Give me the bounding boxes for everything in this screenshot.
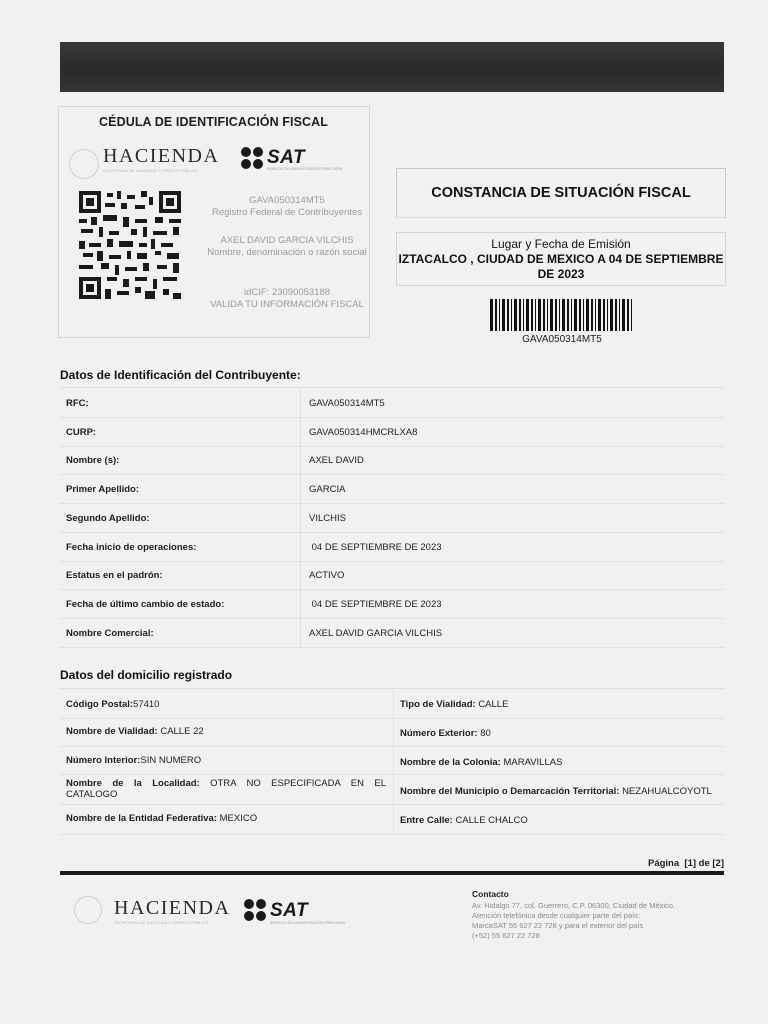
page-bar	[60, 871, 724, 875]
constancia-title: CONSTANCIA DE SITUACIÓN FISCAL	[396, 168, 726, 218]
divider	[60, 774, 724, 775]
row-value: 04 DE SEPTIEMBRE DE 2023	[309, 541, 442, 553]
cedula-title: CÉDULA DE IDENTIFICACIÓN FISCAL	[99, 115, 329, 129]
colonia-field: Nombre de la Colonia: MARAVILLAS	[400, 757, 563, 768]
divider	[60, 718, 724, 719]
hacienda-seal-icon	[69, 149, 99, 179]
page-number: Página [1] de [2]	[647, 858, 724, 869]
row-label: Primer Apellido:	[66, 484, 140, 496]
hacienda-logo: HACIENDA	[103, 145, 220, 167]
hacienda-logo-subtitle: SECRETARÍA DE HACIENDA Y CRÉDITO PÚBLICO	[103, 169, 198, 173]
cedula-card	[58, 106, 370, 338]
hacienda-seal-icon	[74, 896, 102, 924]
column-divider	[393, 690, 394, 834]
emission-value: IZTACALCO , CIUDAD DE MEXICO A 04 DE SEPTIEMBRE DE 2023	[398, 252, 724, 281]
row-value: GAVA050314MT5	[309, 398, 385, 409]
contacto-line: MarcaSAT 55 627 22 728 y para el exterior del país	[472, 921, 644, 930]
entidad-field: Nombre de la Entidad Federativa: MEXICO	[66, 813, 258, 824]
column-divider	[300, 590, 301, 618]
table-row	[60, 446, 724, 475]
codigo-postal-field: Código Postal:57410	[66, 699, 160, 710]
column-divider	[300, 389, 301, 417]
column-divider	[300, 533, 301, 561]
row-value: 04 DE SEPTIEMBRE DE 2023	[309, 598, 442, 610]
divider	[60, 834, 724, 835]
divider	[60, 688, 724, 689]
row-label: Fecha de último cambio de estado:	[66, 598, 225, 610]
cedula-name: AXEL DAVID GARCIA VILCHIS	[220, 235, 354, 246]
table-row	[60, 504, 724, 533]
table-row	[60, 475, 724, 504]
cedula-valida: VALIDA TU INFORMACIÓN FISCAL	[210, 298, 364, 310]
sat-logo-icon	[244, 899, 266, 921]
row-label: Fecha inicio de operaciones:	[66, 541, 197, 553]
row-label: Estatus en el padrón:	[66, 570, 163, 582]
table-row	[60, 418, 724, 447]
qr-code-icon	[79, 191, 181, 299]
column-divider	[300, 418, 301, 446]
table-row	[60, 590, 724, 619]
municipio-field: Nombre del Municipio o Demarcación Territorial: NEZAHUALCOYOTL	[400, 786, 712, 797]
sat-logo: SAT	[267, 147, 306, 168]
nombre-vialidad-field: Nombre de Vialidad: CALLE 22	[66, 726, 204, 737]
row-label: CURP:	[66, 426, 97, 438]
row-label: Nombre (s):	[66, 455, 120, 467]
row-value: AXEL DAVID GARCIA VILCHIS	[309, 627, 443, 639]
divider	[60, 804, 724, 805]
row-label: RFC:	[66, 398, 89, 409]
localidad-field: Nombre de la Localidad: OTRA NO ESPECIFICADA EN EL CATALOGO	[66, 778, 386, 800]
table-row	[60, 533, 724, 562]
identificacion-title: Datos de Identificación del Contribuyente:	[60, 368, 301, 382]
header-bar	[60, 42, 724, 92]
contacto-line: Atención telefónica desde cualquier parte del país:	[472, 911, 641, 920]
sat-logo-subtitle: SERVICIO DE ADMINISTRACIÓN TRIBUTARIA	[267, 167, 343, 171]
row-value: GAVA050314HMCRLXA8	[309, 426, 418, 438]
emission-label: Lugar y Fecha de Emisión	[491, 237, 631, 251]
contacto-line: Av. Hidalgo 77, col. Guerrero, C.P. 06300, Ciudad de México.	[472, 901, 676, 910]
contacto-line: (+52) 55 627 22 728	[472, 931, 540, 940]
column-divider	[300, 619, 301, 647]
table-row	[60, 619, 724, 648]
row-value: VILCHIS	[309, 512, 346, 524]
table-row	[60, 561, 724, 590]
cedula-rfc-label: Registro Federal de Contribuyentes	[212, 206, 362, 218]
footer-hacienda-logo: HACIENDA	[114, 897, 231, 919]
footer-hacienda-subtitle: SECRETARÍA DE HACIENDA Y CRÉDITO PÚBLICO	[114, 921, 209, 925]
divider	[60, 746, 724, 747]
cedula-name-label: Nombre, denominación o razón social	[207, 246, 367, 258]
contacto-block	[472, 901, 722, 941]
cedula-idcif: idCIF: 23090053188	[243, 287, 331, 298]
row-label: Nombre Comercial:	[66, 627, 154, 639]
domicilio-title: Datos del domicilio registrado	[60, 668, 233, 682]
footer-sat-subtitle: SERVICIO DE ADMINISTRACIÓN TRIBUTARIA	[270, 921, 346, 925]
numero-interior-field: Número Interior:SIN NUMERO	[66, 755, 202, 766]
contacto-title: Contacto	[472, 889, 509, 899]
row-value: AXEL DAVID	[309, 455, 364, 467]
sat-logo-icon	[241, 147, 263, 169]
barcode-icon	[490, 299, 634, 331]
entre-calle-field: Entre Calle: CALLE CHALCO	[400, 815, 528, 826]
barcode-text: GAVA050314MT5	[522, 334, 602, 345]
numero-exterior-field: Número Exterior: 80	[400, 728, 491, 739]
row-value: ACTIVO	[309, 570, 345, 582]
column-divider	[300, 561, 301, 589]
table-row	[60, 389, 724, 418]
divider	[60, 387, 724, 388]
column-divider	[300, 446, 301, 474]
footer-sat-logo: SAT	[270, 900, 309, 921]
row-label: Segundo Apellido:	[66, 512, 150, 524]
row-value: GARCIA	[309, 484, 346, 496]
cedula-rfc: GAVA050314MT5	[249, 195, 325, 206]
column-divider	[300, 475, 301, 503]
tipo-vialidad-field: Tipo de Vialidad: CALLE	[400, 699, 509, 710]
emission-box	[396, 232, 726, 286]
column-divider	[300, 504, 301, 532]
